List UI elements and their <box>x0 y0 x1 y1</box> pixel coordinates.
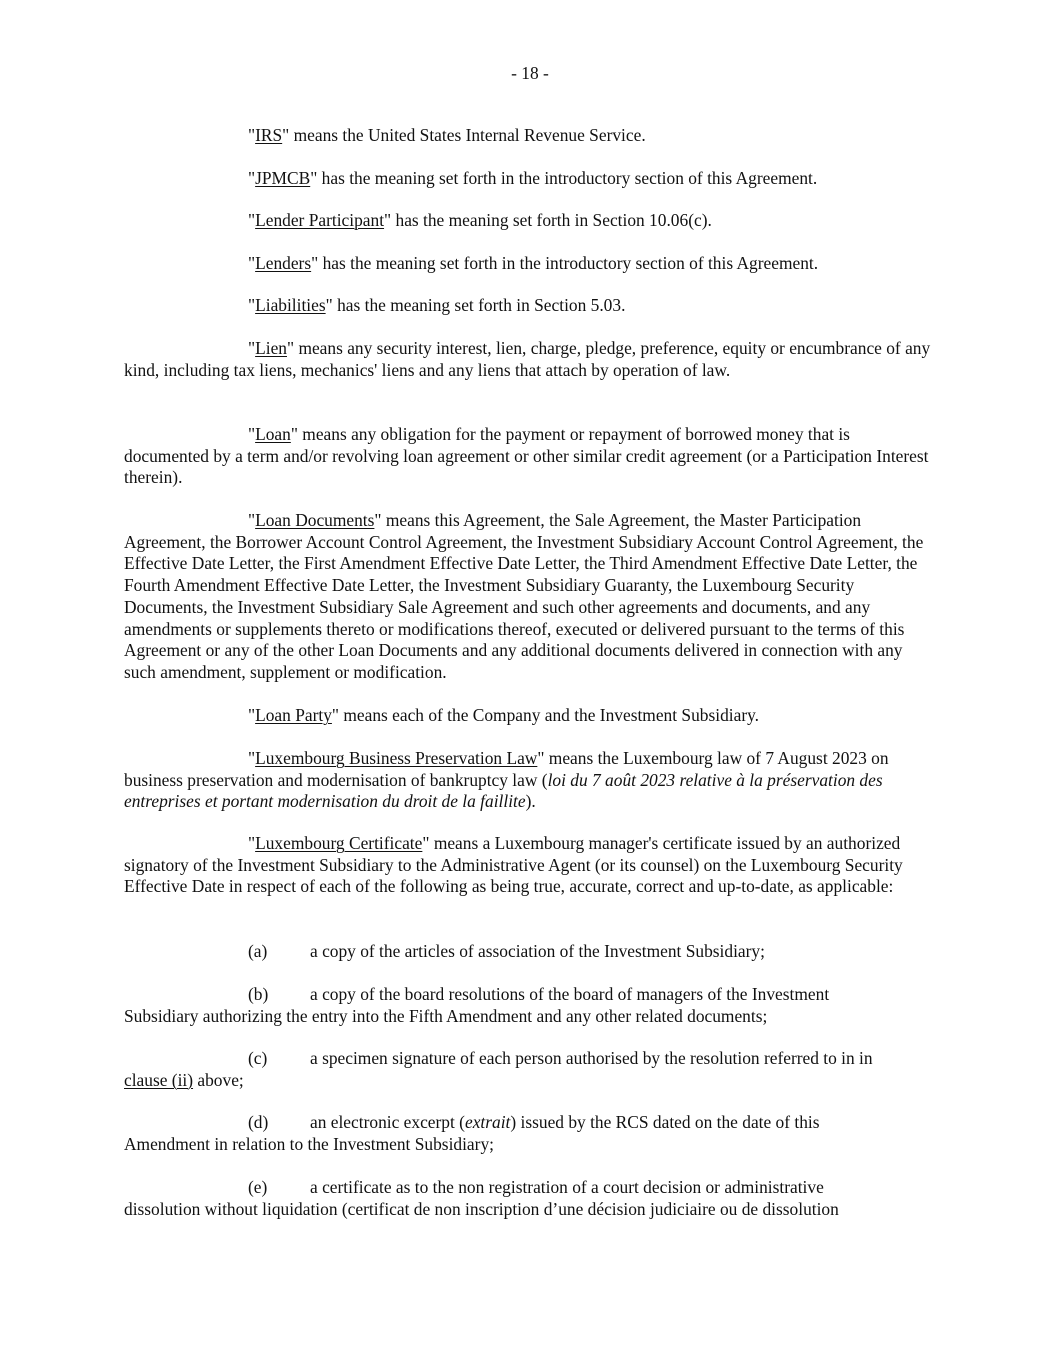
definition-jpmcb: "JPMCB" has the meaning set forth in the introductory section of this Agreement. <box>248 168 818 188</box>
definition-loan-documents: "Loan Documents" means this Agreement, the Sale Agreement, the Master Participation Agreement, the Borrower Account Control Agreement, the Investment Subsidiary Account Control Agreement, the Effective Date Letter, the First Amendment Effective Date Letter, the Third Amendment Effective Date Letter, the Fourth Amendment Effective Date Letter, the Investment Subsidiary Guaranty, the Luxembourg Security Documents, the Investment Subsidiary Sale Agreement and such other agreements and documents, and any amendments or supplements thereto or modifications thereof, executed or delivered pursuant to the terms of this Agreement or any of the other Loan Documents and any additional documents delivered in connection with any such amendment, supplement or modification. <box>124 510 924 682</box>
defined-term: Luxembourg Business Preservation Law <box>255 748 538 768</box>
definition-tail: ). <box>525 791 536 812</box>
clause-label: (b) <box>248 984 269 1004</box>
clause-a <box>124 941 936 963</box>
definition-text: means the Luxembourg law of 7 August 2023 on business preservation and modernisation of bankruptcy law ( <box>124 748 889 790</box>
definition-irs: "IRS" means the United States Internal Revenue Service. <box>248 125 646 145</box>
clause-d <box>124 1112 936 1155</box>
clause-text-first-line: a copy of the board resolutions of the board of managers of the Investment <box>310 984 830 1004</box>
clause-label: (a) <box>248 941 268 961</box>
clause-text-first-line <box>124 1112 936 1134</box>
clause-text-continuation <box>124 1070 936 1092</box>
definition-text: means any obligation for the payment or repayment of borrowed money that is documented by a term and/or revolving loan agreement or other similar credit agreement (or a Participation Interest therein). <box>124 424 929 488</box>
clause-text-continuation: Amendment in relation to the Investment Subsidiary; <box>124 1133 494 1154</box>
page-number: - 18 - <box>511 63 549 83</box>
defined-term: IRS <box>255 125 283 145</box>
clause-e <box>124 1177 936 1220</box>
clause-text-tail: above; <box>193 1069 244 1090</box>
definition-text: has the meaning set forth in Section 10.06(c). <box>391 210 712 230</box>
defined-term: Lien <box>255 338 287 358</box>
definition-luxembourg-business-preservation-law: "Luxembourg Business Preservation Law" means the Luxembourg law of 7 August 2023 on business preservation and modernisation of bankruptcy law (loi du 7 août 2023 relative à la préservation des entreprises et portant modernisation du droit de la faillite). <box>124 748 889 812</box>
definition-text: has the meaning set forth in the introductory section of this Agreement. <box>318 253 819 273</box>
defined-term: Lenders <box>255 253 312 273</box>
definition-loan-party: "Loan Party" means each of the Company and the Investment Subsidiary. <box>248 705 760 725</box>
clause-text-continuation: Subsidiary authorizing the entry into the Fifth Amendment and any other related documents; <box>124 1005 768 1026</box>
definition-loan: "Loan" means any obligation for the payment or repayment of borrowed money that is documented by a term and/or revolving loan agreement or other similar credit agreement (or a Participation Interest therein). <box>124 424 929 488</box>
defined-term: JPMCB <box>255 168 311 188</box>
clause-reference-link[interactable]: clause (ii) <box>124 1069 194 1090</box>
definition-lenders: "Lenders" has the meaning set forth in the introductory section of this Agreement. <box>248 253 819 273</box>
definition-lien: "Lien" means any security interest, lien, charge, pledge, preference, equity or encumbrance of any kind, including tax liens, mechanics' liens and any liens that attach by operation of law. <box>124 338 931 380</box>
clause-text: a copy of the articles of association of the Investment Subsidiary; <box>310 941 765 961</box>
definition-lender-participant: "Lender Participant" has the meaning set forth in Section 10.06(c). <box>248 210 712 230</box>
definition-text: has the meaning set forth in the introductory section of this Agreement. <box>317 168 818 188</box>
clause-text-pre: an electronic excerpt ( <box>310 1112 465 1132</box>
defined-term: Loan Documents <box>255 510 375 530</box>
defined-term: Lender Participant <box>255 210 385 230</box>
defined-term: Loan Party <box>255 705 332 725</box>
clause-text-post: ) issued by the RCS dated on the date of this <box>510 1112 820 1132</box>
clause-c <box>124 1048 936 1091</box>
clause-text-continuation: dissolution without liquidation (certificat de non inscription d’une décision judiciaire ou de dissolution <box>124 1198 839 1219</box>
clause-label: (e) <box>248 1177 268 1197</box>
clause-label: (c) <box>248 1048 268 1068</box>
defined-term: Luxembourg Certificate <box>255 833 423 853</box>
definition-text: means the United States Internal Revenue Service. <box>289 125 646 145</box>
definition-text: has the meaning set forth in Section 5.03. <box>332 295 626 315</box>
definition-text: means a Luxembourg manager's certificate issued by an authorized signatory of the Investment Subsidiary to the Administrative Agent (or its counsel) on the Luxembourg Security Effective Date in respect of each of the following as being true, accurate, correct and up-to-date, as applicable: <box>124 833 903 897</box>
definition-text: means this Agreement, the Sale Agreement, the Master Participation Agreement, the Borrower Account Control Agreement, the Investment Subsidiary Account Control Agreement, the Effective Date Letter, the First Amendment Effective Date Letter, the Third Amendment Effective Date Letter, the Fourth Amendment Effective Date Letter, the Investment Subsidiary Guaranty, the Luxembourg Security Documents, the Investment Subsidiary Sale Agreement and such other agreements and documents, and any amendments or supplements thereto or modifications thereof, executed or delivered pursuant to the terms of this Agreement or any of the other Loan Documents and any additional documents delivered in connection with any such amendment, supplement or modification. <box>124 510 924 682</box>
definition-luxembourg-certificate: "Luxembourg Certificate" means a Luxembourg manager's certificate issued by an authorized signatory of the Investment Subsidiary to the Administrative Agent (or its counsel) on the Luxembourg Security Effective Date in respect of each of the following as being true, accurate, correct and up-to-date, as applicable: <box>124 833 903 897</box>
clause-b <box>124 984 936 1027</box>
definition-text: means any security interest, lien, charge, pledge, preference, equity or encumbrance of any kind, including tax liens, mechanics' liens and any liens that attach by operation of law. <box>124 338 931 380</box>
defined-term: Liabilities <box>255 295 326 315</box>
clause-label: (d) <box>248 1112 269 1132</box>
french-title: loi du 7 août 2023 relative à la préservation des entreprises et portant modernisation du droit de la faillite <box>124 769 883 812</box>
clause-text-first-line: a certificate as to the non registration of a court decision or administrative <box>310 1177 824 1197</box>
definition-liabilities: "Liabilities" has the meaning set forth in Section 5.03. <box>248 295 626 315</box>
clause-text-first-line: a specimen signature of each person authorised by the resolution referred to in in <box>310 1048 873 1068</box>
definition-text: means each of the Company and the Investment Subsidiary. <box>339 705 760 725</box>
clause-italic-term: extrait <box>464 1112 511 1132</box>
defined-term: Loan <box>255 424 291 444</box>
